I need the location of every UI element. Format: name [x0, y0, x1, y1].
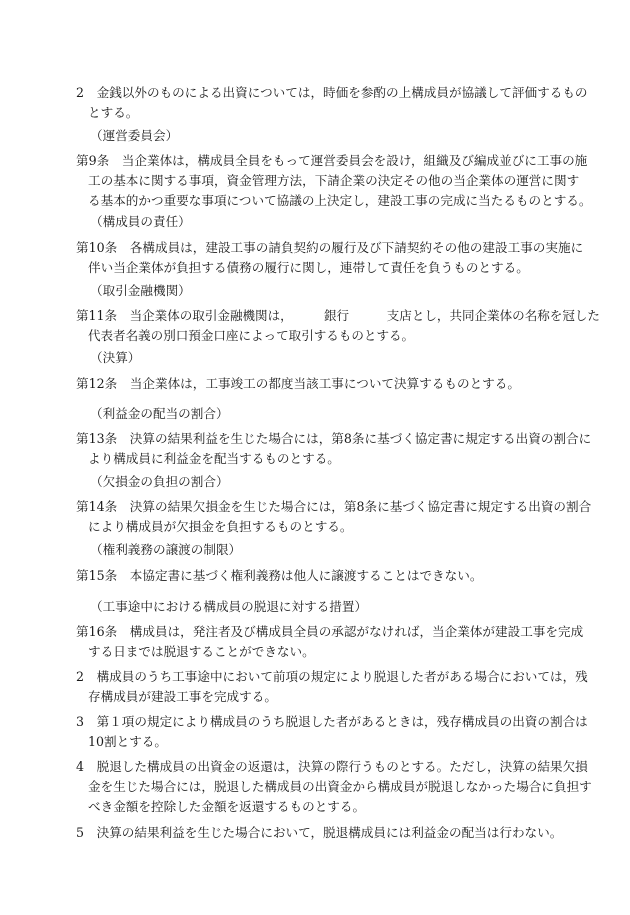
article-heading: （利益金の配当の割合） — [90, 406, 229, 421]
text-line: 5 決算の結果利益を生じた場合において，脱退構成員には利益金の配当は行わない。 — [76, 825, 563, 840]
text-line: 第16条 構成員は，発注者及び構成員全員の承認がなければ，当企業体が建設工事を完成 — [76, 624, 584, 639]
article-15 — [76, 566, 482, 586]
text-line: 第14条 決算の結果欠損金を生じた場合には，第8条に基づく協定書に規定する出資の割合 — [76, 499, 592, 514]
text-line: 2 金銭以外のものによる出資については，時価を参酌の上構成員が協議して評価するもの — [76, 85, 588, 100]
text-line: する日までは脱退することができない。 — [88, 644, 315, 659]
text-line: 存構成員が建設工事を完成する。 — [88, 689, 277, 704]
article-14 — [76, 497, 591, 537]
article-16 — [76, 622, 583, 662]
article-11 — [76, 306, 602, 346]
text-line: 代表者名義の別口預金口座によって取引するものとする。 — [87, 328, 415, 343]
text-line: 第13条 決算の結果利益を生じた場合には，第8条に基づく協定書に規定する出資の割合に — [76, 431, 592, 446]
text-line: 第15条 本協定書に基づく権利義務は他人に譲渡することはできない。 — [76, 568, 483, 583]
text-line: べき金額を控除した金額を返還するものとする。 — [88, 799, 366, 814]
text-line: より構成員に利益金を配当するものとする。 — [88, 451, 340, 466]
article-heading: （取引金融機関） — [90, 283, 191, 298]
text-line: とする。 — [88, 105, 139, 120]
paragraph-16-5 — [76, 823, 562, 843]
text-line: 第9条 当企業体は，構成員全員をもって運営委員会を設け，組織及び編成並びに工事の施 — [76, 153, 588, 168]
article-heading: （運営委員会） — [90, 128, 179, 143]
article-heading: （権利義務の譲渡の制限） — [90, 542, 242, 557]
text-line: 伴い当企業体が負担する債務の履行に関し，連帯して責任を負うものとする。 — [88, 260, 529, 275]
article-9 — [76, 151, 592, 211]
paragraph-8-2 — [76, 83, 588, 123]
paragraph-16-3 — [76, 712, 588, 752]
text-line: る基本的かつ重要な事項について協議の上決定し，建設工事の完成に当たるものとする。 — [88, 193, 592, 208]
article-10 — [76, 238, 583, 278]
text-line: により構成員が欠損金を負担するものとする。 — [88, 519, 353, 534]
text-line: 金を生じた場合には，脱退した構成員の出資金から構成員が脱退しなかった場合に負担す — [88, 779, 592, 794]
text-line: 3 第１項の規定により構成員のうち脱退した者があるときは，残存構成員の出資の割合は — [76, 714, 588, 729]
paragraph-16-4 — [76, 757, 592, 817]
article-heading: （欠損金の負担の割合） — [90, 474, 229, 489]
text-line: 第12条 当企業体は，工事竣工の都度当該工事について決算するものとする。 — [76, 376, 520, 391]
article-heading: （決算） — [90, 350, 141, 365]
text-line: 2 構成員のうち工事途中において前項の規定により脱退した者がある場合においては，残 — [76, 669, 588, 684]
article-heading: （構成員の責任） — [90, 214, 191, 229]
article-12 — [76, 374, 520, 394]
text-line: 第10条 各構成員は，建設工事の請負契約の履行及び下請契約その他の建設工事の実施に — [76, 240, 584, 255]
text-line: 第11条 当企業体の取引金融機関は， 銀行 支店とし，共同企業体の名称を冠した — [76, 308, 600, 323]
article-13 — [76, 429, 591, 469]
article-heading: （工事途中における構成員の脱退に対する措置） — [90, 599, 368, 614]
text-line: 10割とする。 — [88, 734, 167, 749]
text-line: 工の基本に関する事項，資金管理方法，下請企業の決定その他の当企業体の運営に関す — [88, 173, 580, 188]
text-line: 4 脱退した構成員の出資金の返還は，決算の際行うものとする。ただし，決算の結果欠損 — [76, 759, 588, 774]
paragraph-16-2 — [76, 667, 588, 707]
